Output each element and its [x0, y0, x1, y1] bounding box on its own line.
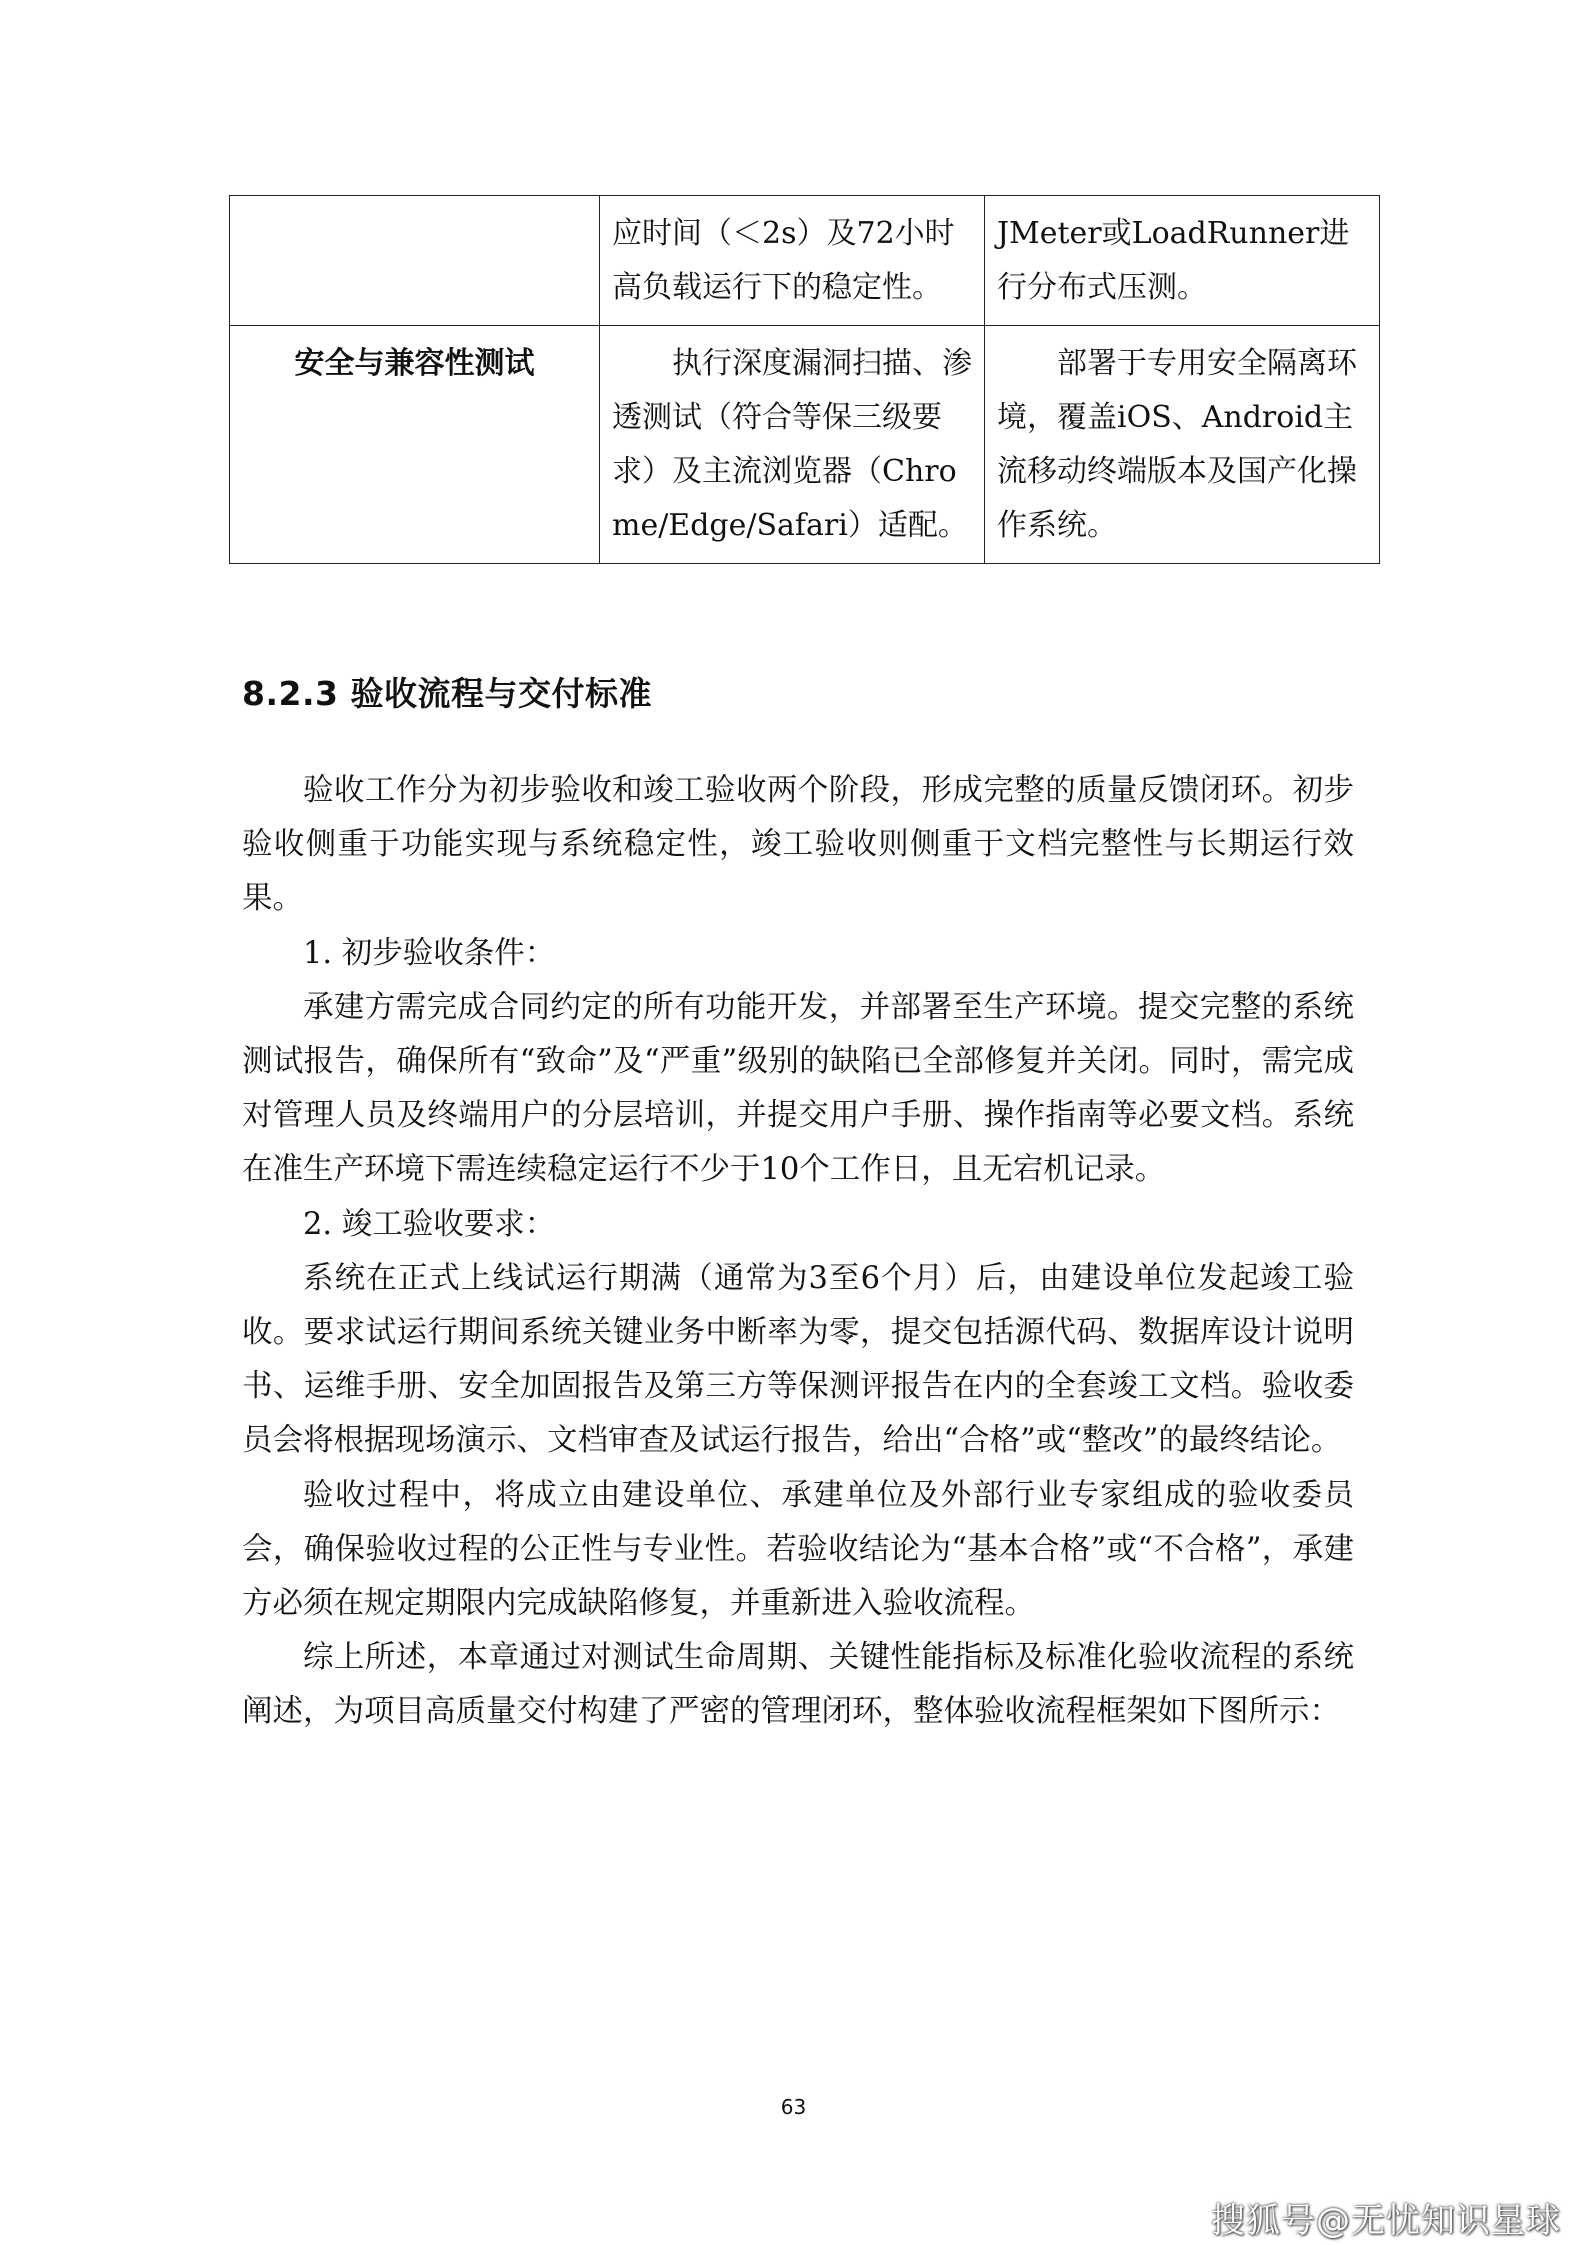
- paragraph: 承建方需完成合同约定的所有功能开发，并部署至生产环境。提交完整的系统测试报告，确保所有“致命”及“严重”级别的缺陷已全部修复并关闭。同时，需完成对管理人员及终端用户的分层培训，并提交用户手册、操作指南等必要文档。系统在准生产环境下需连续稳定运行不少于10个工作日，且无宕机记录。: [242, 989, 1354, 1188]
- page-number: 63: [780, 2095, 807, 2119]
- watermark: 搜狐号@无忧知识星球: [1211, 2201, 1561, 2241]
- list-item-heading: 2. 竣工验收要求：: [303, 1206, 556, 1242]
- list-item-heading: 1. 初步验收条件：: [303, 935, 556, 971]
- paragraph: 综上所述，本章通过对测试生命周期、关键性能指标及标准化验收流程的系统阐述，为项目高质量交付构建了严密的管理闭环，整体验收流程框架如下图所示：: [242, 1640, 1354, 1730]
- table-cell-category: [230, 196, 600, 326]
- table-cell-method: JMeter或LoadRunner进行分布式压测。: [985, 196, 1380, 326]
- section-body: [242, 764, 1354, 1740]
- paragraph: 验收过程中，将成立由建设单位、承建单位及外部行业专家组成的验收委员会，确保验收过程的公正性与专业性。若验收结论为“基本合格”或“不合格”，承建方必须在规定期限内完成缺陷修复，并重新进入验收流程。: [242, 1477, 1354, 1622]
- table-cell-category: 安全与兼容性测试: [230, 326, 600, 564]
- table-row: [230, 196, 1380, 326]
- section-heading: 8.2.3 验收流程与交付标准: [242, 674, 652, 713]
- table-cell-method-text: 部署于专用安全隔离环境，覆盖iOS、Android主流移动终端版本及国产化操作系统。: [997, 346, 1357, 543]
- paragraph: 系统在正式上线试运行期满（通常为3至6个月）后，由建设单位发起竣工验收。要求试运行期间系统关键业务中断率为零，提交包括源代码、数据库设计说明书、运维手册、安全加固报告及第三方等保测评报告在内的全套竣工文档。验收委员会将根据现场演示、文档审查及试运行报告，给出“合格”或“整改”的最终结论。: [242, 1260, 1354, 1459]
- table-cell-content: [600, 326, 985, 564]
- test-plan-table: [229, 195, 1380, 564]
- paragraph: 验收工作分为初步验收和竣工验收两个阶段，形成完整的质量反馈闭环。初步验收侧重于功能实现与系统稳定性，竣工验收则侧重于文档完整性与长期运行效果。: [242, 773, 1354, 917]
- table-cell-method: [985, 326, 1380, 564]
- table-cell-content-text: 执行深度漏洞扫描、渗透测试（符合等保三级要求）及主流浏览器（Chrome/Edge/Safari）适配。: [612, 346, 972, 543]
- table-row: [230, 326, 1380, 564]
- table-cell-content: 应时间（＜2s）及72小时高负载运行下的稳定性。: [600, 196, 985, 326]
